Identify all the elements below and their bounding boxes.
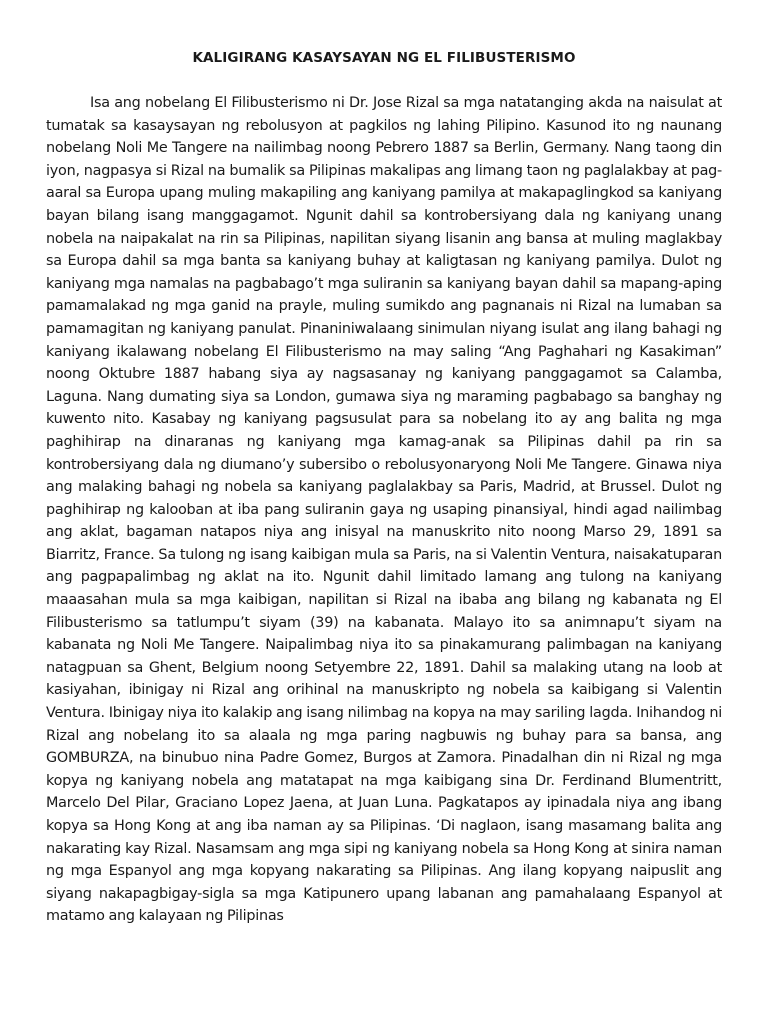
document-title: KALIGIRANG KASAYSAYAN NG EL FILIBUSTERISMO — [192, 50, 576, 66]
document-body-paragraph: Isa ang nobelang El Filibusterismo ni Dr. Jose Rizal sa mga natatanging akda na naisulat at tumatak sa kasaysayan ng rebolusyon at pagkilos ng lahing Pilipino. Kasunod ito ng naunang nobelang Noli Me Tangere na nailimbag noong Pebrero 1887 sa Berlin, Germany. Nang taong din iyon, nagpasya si Rizal na bumalik sa Pilipinas makalipas ang limang taon ng paglalakbay at pag-aaral sa Europa upang muling makapiling ang kaniyang pamilya at makapaglingkod sa kaniyang bayan bilang isang manggagamot. Ngunit dahil sa kontrobersiyang dala ng kaniyang unang nobela na naipakalat na rin sa Pilipinas, napilitan siyang lisanin ang bansa at muling maglakbay sa Europa dahil sa mga banta sa kaniyang buhay at kaligtasan ng kaniyang pamilya. Dulot ng kaniyang mga namalas na pagbabago’t mga suliranin sa kaniyang bayan dahil sa mapang-aping pamamalakad ng mga ganid na prayle, muling sumikdo ang pagnanais ni Rizal na lumaban sa pamamagitan ng kaniyang panulat. Pinaniniwalaang sinimulan niyang isulat ang ilang bahagi ng kaniyang ikalawang nobelang El Filibusterismo na may saling “Ang Paghahari ng Kasakiman” noong Oktubre 1887 habang siya ay nagsasanay ng kaniyang panggagamot sa Calamba, Laguna. Nang dumating siya sa London, gumawa siya ng maraming pagbabago sa banghay ng kuwento nito. Kasabay ng kaniyang pagsusulat para sa nobelang ito ay ang balita ng mga paghihirap na dinaranas ng kaniyang mga kamag-anak sa Pilipinas dahil pa rin sa kontrobersiyang dala ng diumano’y subersibo o rebolusyonaryong Noli Me Tangere. Ginawa niya ang malaking bahagi ng nobela sa kaniyang paglalakbay sa Paris, Madrid, at Brussel. Dulot ng paghihirap ng kalooban at iba pang suliranin gaya ng usaping pinansiyal, hindi agad nailimbag ang aklat, bagaman natapos niya ang inisyal na manuskrito nito noong Marso 29, 1891 sa Biarritz, France. Sa tulong ng isang kaibigan mula sa Paris, na si Valentin Ventura, naisakatuparan ang pagpapalimbag ng aklat na ito. Ngunit dahil limitado lamang ang tulong na kaniyang maaasahan mula sa mga kaibigan, napilitan si Rizal na ibaba ang bilang ng kabanata ng El Filibusterismo sa tatlumpu’t siyam (39) na kabanata. Malayo ito sa animnapu’t siyam na kabanata ng Noli Me Tangere. Naipalimbag niya ito sa pinakamurang palimbagan na kaniyang natagpuan sa Ghent, Belgium noong Setyembre 22, 1891. Dahil sa malaking utang na loob at kasiyahan, ibinigay ni Rizal ang orihinal na manuskripto ng nobela sa kaibigang si Valentin Ventura. Ibinigay niya ito kalakip ang isang nilimbag na kopya na may sariling lagda. Inihandog ni Rizal ang nobelang ito sa alaala ng mga paring nagbuwis ng buhay para sa bansa, ang GOMBURZA, na binubuo nina Padre Gomez, Burgos at Zamora. Pinadalhan din ni Rizal ng mga kopya ng kaniyang nobela ang matatapat na mga kaibigang sina Dr. Ferdinand Blumentritt, Marcelo Del Pilar, Graciano Lopez Jaena, at Juan Luna. Pagkatapos ay ipinadala niya ang ibang kopya sa Hong Kong at ang iba naman ay sa Pilipinas. ‘Di naglaon, isang masamang balita ang nakarating kay Rizal. Nasamsam ang mga sipi ng kaniyang nobela sa Hong Kong at sinira naman ng mga Espanyol ang mga kopyang nakarating sa Pilipinas. Ang ilang kopyang naipuslit ang siyang nakapagbigay-sigla sa mga Katipunero upang labanan ang pamahalaang Espanyol at matamo ang kalayaan ng Pilipinas — [46, 95, 722, 925]
